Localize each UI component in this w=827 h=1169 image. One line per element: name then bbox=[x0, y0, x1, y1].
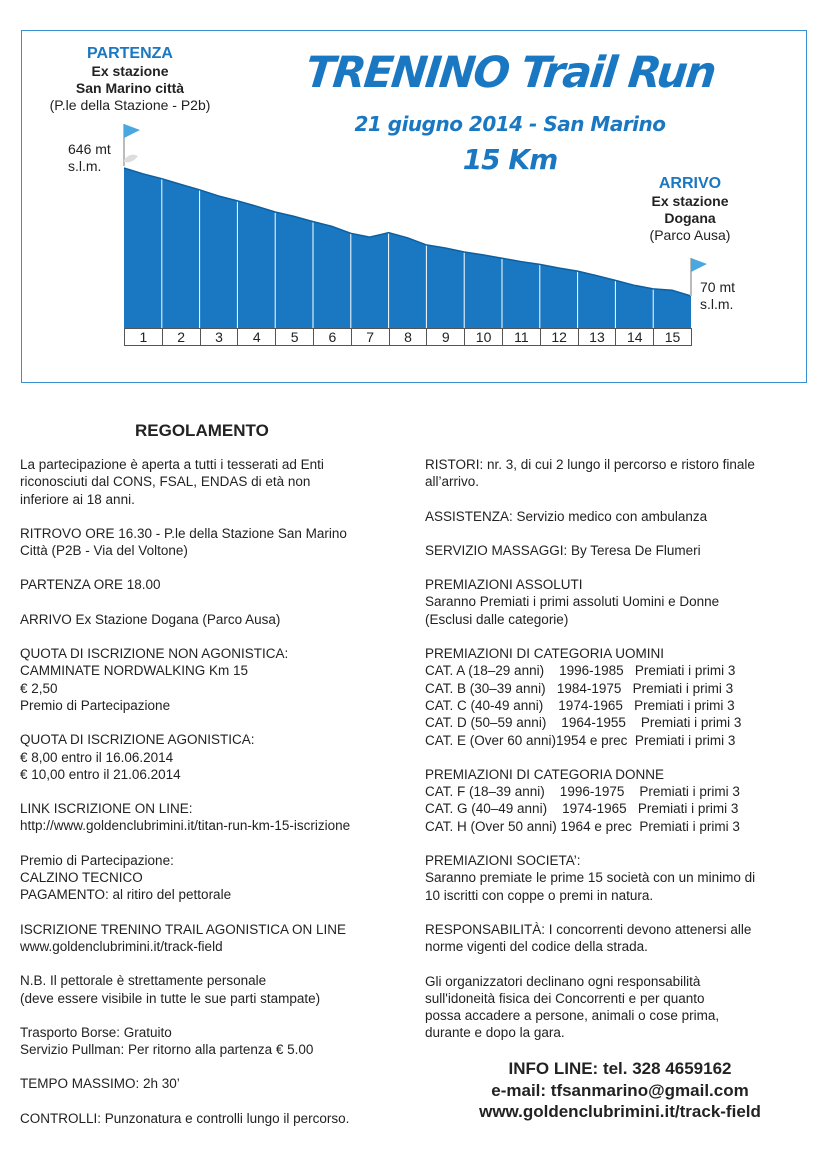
info-phone: INFO LINE: tel. 328 4659162 bbox=[508, 1059, 732, 1078]
rule-paragraph: CONTROLLI: Punzonatura e controlli lungo il percorso. bbox=[20, 1110, 350, 1126]
start-title: PARTENZA bbox=[87, 45, 173, 62]
category-row: CAT. D (50–59 anni) 1964-1955 Premiati i primi 3 bbox=[425, 715, 742, 731]
km-marker: 15 bbox=[664, 329, 681, 345]
category-row: CAT. C (40-49 anni) 1974-1965 Premiati i primi 3 bbox=[425, 697, 735, 713]
category-row: CAT. F (18–39 anni) 1996-1975 Premiati i primi 3 bbox=[425, 784, 740, 800]
massaggi-paragraph: SERVIZIO MASSAGGI: By Teresa De Flumeri bbox=[425, 542, 701, 558]
km-marker: 2 bbox=[163, 329, 201, 345]
info-line-block bbox=[425, 1058, 815, 1123]
rule-paragraph: ISCRIZIONE TRENINO TRAIL AGONISTICA ON LINE www.goldenclubrimini.it/track-field bbox=[20, 921, 347, 954]
disclaimer-paragraph: Gli organizzatori declinano ogni responsabilità sull'idoneità fisica dei Concorrenti e per quanto possa accadere a persone, animali o cose prima, durante e dopo la gara. bbox=[425, 973, 720, 1041]
start-elevation-value: 646 mt bbox=[68, 141, 111, 157]
start-line-1: Ex stazione bbox=[91, 63, 169, 79]
rule-paragraph: N.B. Il pettorale è strettamente personale (deve essere visibile in tutte le sue parti stampate) bbox=[20, 973, 321, 1006]
ristori-paragraph: RISTORI: nr. 3, di cui 2 lungo il percorso e ristoro finale all’arrivo. bbox=[425, 457, 755, 490]
regolamento-left-column bbox=[20, 456, 415, 1127]
finish-line-2: Dogana bbox=[664, 210, 716, 226]
categorie-uomini bbox=[425, 645, 815, 749]
info-email: e-mail: tfsanmarino@gmail.com bbox=[491, 1080, 749, 1100]
finish-elevation bbox=[700, 279, 735, 313]
start-flag-icon bbox=[124, 124, 140, 166]
start-info bbox=[30, 44, 230, 114]
category-row: CAT. A (18–29 anni) 1996-1985 Premiati i primi 3 bbox=[425, 663, 736, 679]
km-marker: 1 bbox=[125, 329, 163, 345]
start-elevation bbox=[68, 141, 111, 175]
km-marker: 11 bbox=[503, 329, 541, 345]
category-row: CAT. B (30–39 anni) 1984-1975 Premiati i primi 3 bbox=[425, 680, 734, 696]
km-marker: 10 bbox=[465, 329, 503, 345]
rule-paragraph: TEMPO MASSIMO: 2h 30’ bbox=[20, 1076, 180, 1092]
rule-paragraph: PARTENZA ORE 18.00 bbox=[20, 577, 161, 593]
rule-paragraph: QUOTA DI ISCRIZIONE AGONISTICA: € 8,00 entro il 16.06.2014 € 10,00 entro il 21.06.2014 bbox=[20, 732, 255, 782]
rule-paragraph: Premio di Partecipazione: CALZINO TECNICO PAGAMENTO: al ritiro del pettorale bbox=[20, 852, 232, 903]
event-date: 21 giugno 2014 - San Marino bbox=[354, 112, 666, 136]
start-line-2: San Marino città bbox=[75, 80, 185, 96]
event-distance: 15 Km bbox=[462, 143, 558, 176]
category-row: CAT. H (Over 50 anni) 1964 e prec Premiati i primi 3 bbox=[425, 818, 740, 834]
premiazioni-societa: PREMIAZIONI SOCIETA’: Saranno premiate le prime 15 società con un minimo di 10 iscritti con coppe o premi in natura. bbox=[425, 853, 756, 903]
km-marker: 13 bbox=[579, 329, 617, 345]
km-marker: 7 bbox=[352, 329, 390, 345]
finish-elevation-value: 70 mt bbox=[700, 279, 736, 295]
finish-line-1: Ex stazione bbox=[651, 193, 729, 209]
categorie-uomini-title: PREMIAZIONI DI CATEGORIA UOMINI bbox=[425, 646, 665, 662]
rule-paragraph: QUOTA DI ISCRIZIONE NON AGONISTICA: CAMMINATE NORDWALKING Km 15 € 2,50 Premio di Partecipazione bbox=[20, 646, 289, 713]
km-marker: 12 bbox=[541, 329, 579, 345]
categorie-donne bbox=[425, 766, 815, 835]
rule-paragraph: ARRIVO Ex Stazione Dogana (Parco Ausa) bbox=[20, 611, 281, 627]
finish-info bbox=[600, 174, 780, 244]
category-row: CAT. E (Over 60 anni)1954 e prec Premiati i primi 3 bbox=[425, 732, 736, 748]
responsabilita-paragraph: RESPONSABILITÀ: I concorrenti devono attenersi alle norme vigenti del codice della strada. bbox=[425, 921, 752, 955]
finish-title: ARRIVO bbox=[658, 175, 722, 192]
km-marker: 3 bbox=[201, 329, 239, 345]
event-title: TRENINO Trail Run bbox=[303, 48, 717, 98]
regolamento-right-column bbox=[425, 456, 815, 1042]
finish-note: (Parco Ausa) bbox=[649, 227, 731, 243]
premiazioni-assoluti: PREMIAZIONI ASSOLUTI Saranno Premiati i primi assoluti Uomini e Donne (Esclusi dalle categorie) bbox=[425, 577, 720, 627]
assistenza-paragraph: ASSISTENZA: Servizio medico con ambulanza bbox=[425, 508, 708, 524]
start-elevation-unit: s.l.m. bbox=[68, 158, 102, 174]
rule-paragraph: RITROVO ORE 16.30 - P.le della Stazione San Marino Città (P2B - Via del Voltone) bbox=[20, 525, 347, 559]
km-marker: 9 bbox=[427, 329, 465, 345]
km-marker: 6 bbox=[314, 329, 352, 345]
rule-paragraph: Trasporto Borse: Gratuito Servizio Pullman: Per ritorno alla partenza € 5.00 bbox=[20, 1024, 314, 1058]
categorie-donne-title: PREMIAZIONI DI CATEGORIA DONNE bbox=[425, 766, 665, 782]
finish-elevation-unit: s.l.m. bbox=[700, 296, 734, 312]
category-row: CAT. G (40–49 anni) 1974-1965 Premiati i primi 3 bbox=[425, 801, 739, 817]
km-marker: 4 bbox=[238, 329, 276, 345]
regolamento-title: REGOLAMENTO bbox=[135, 421, 269, 440]
rule-paragraph: LINK ISCRIZIONE ON LINE: http://www.goldenclubrimini.it/titan-run-km-15-iscrizione bbox=[20, 801, 351, 834]
km-marker: 8 bbox=[390, 329, 428, 345]
km-marker: 14 bbox=[616, 329, 654, 345]
info-website: www.goldenclubrimini.it/track-field bbox=[479, 1102, 761, 1121]
rule-paragraph: La partecipazione è aperta a tutti i tesserati ad Enti riconosciuti dal CONS, FSAL, ENDAS di età non inferiore ai 18 anni. bbox=[20, 457, 324, 507]
km-marker: 5 bbox=[276, 329, 314, 345]
start-note: (P.le della Stazione - P2b) bbox=[49, 97, 211, 113]
km-scale bbox=[124, 328, 692, 346]
